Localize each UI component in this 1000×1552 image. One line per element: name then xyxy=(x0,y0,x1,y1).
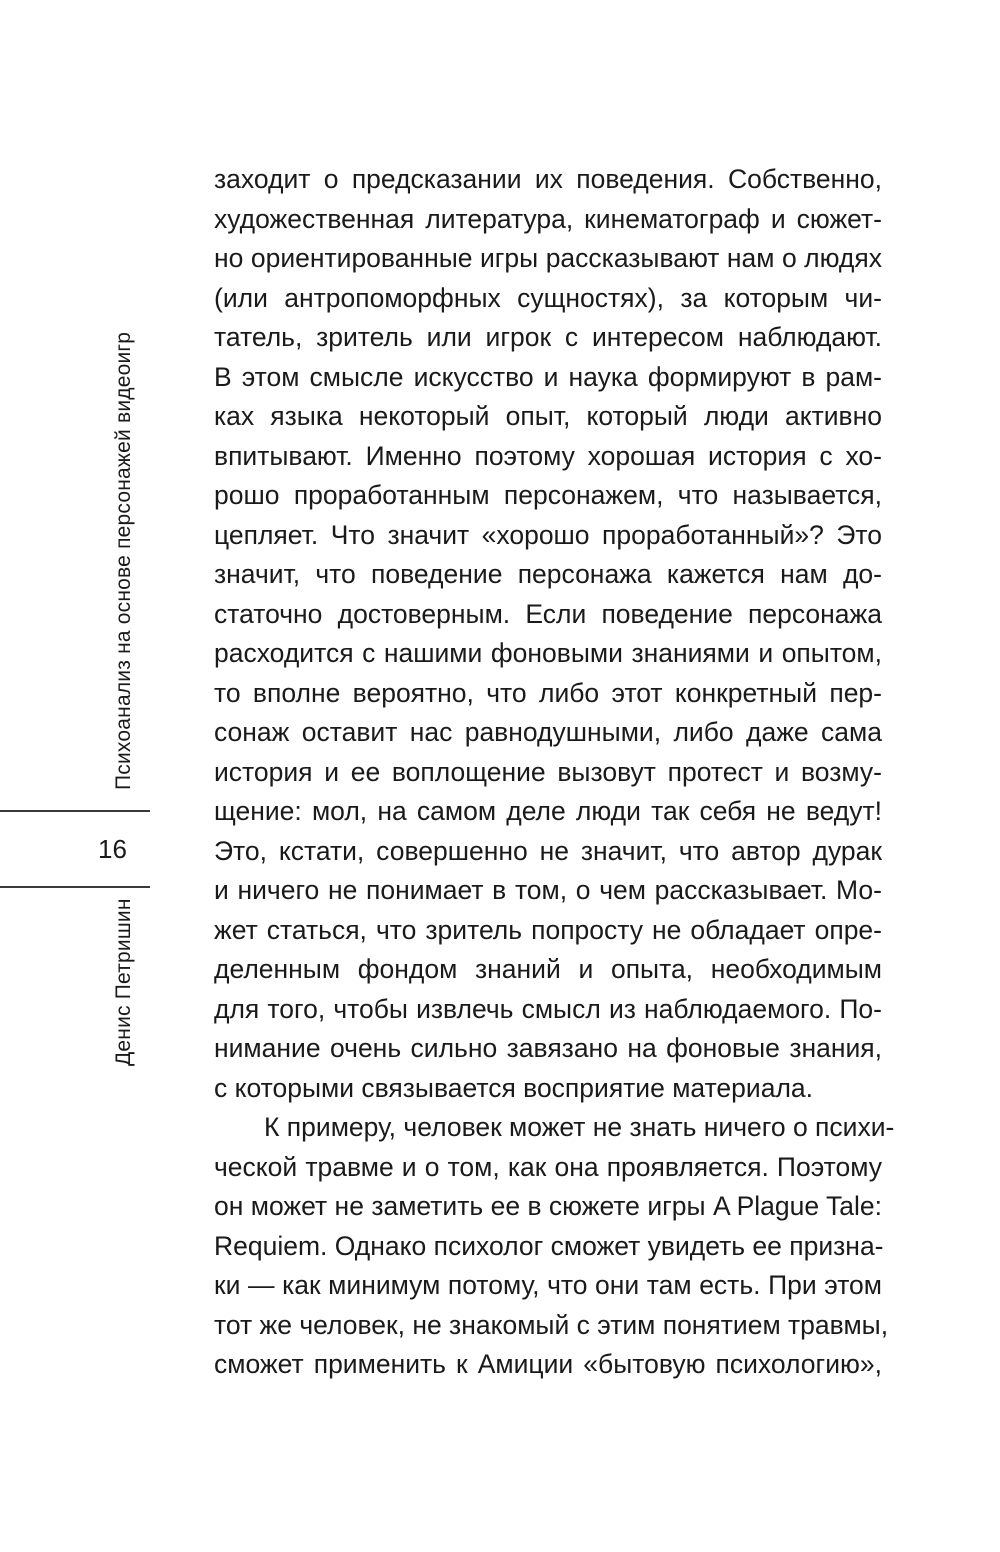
text-line: для того, чтобы извлечь смысл из наблюдаемого. По- xyxy=(214,993,882,1024)
page-number: 16 xyxy=(98,834,127,864)
text-line: сможет применить к Амиции «бытовую психологию», xyxy=(214,1349,882,1379)
text-line: но ориентированные игры рассказывают нам о людях xyxy=(214,243,882,273)
text-line: деленным фондом знаний и опыта, необходимым xyxy=(214,954,882,984)
paragraph-last-line: с которыми связывается восприятие материала. xyxy=(214,1072,814,1103)
paragraph-first-line: К примеру, человек может не знать ничего о психи- xyxy=(264,1112,895,1142)
text-line: художественная литература, кинематограф и сюжет- xyxy=(214,203,882,234)
text-line: цепляет. Что значит «хорошо проработанный»? Это xyxy=(214,519,882,550)
author-running-head: Денис Петришин xyxy=(112,898,135,1066)
bottom-divider-rule xyxy=(0,886,150,888)
text-line: сонаж оставит нас равнодушными, либо даже сама xyxy=(214,717,882,747)
text-line: значит, что поведение персонажа кажется нам до- xyxy=(214,559,882,589)
text-line: рошо проработанным персонажем, что называется, xyxy=(214,480,882,510)
text-line: впитывают. Именно поэтому хорошая история с хо- xyxy=(214,440,882,471)
text-line: щение: мол, на самом деле люди так себя не ведут! xyxy=(214,796,882,826)
text-line: он может не заметить ее в сюжете игры A Plague Tale: xyxy=(214,1191,882,1221)
text-line: Requiem. Однако психолог сможет увидеть ее призна- xyxy=(214,1230,884,1261)
text-line: ках языка некоторый опыт, который люди активно xyxy=(214,401,882,431)
text-line: ки — как минимум потому, что они там есть. При этом xyxy=(214,1270,882,1300)
text-line: статочно достоверным. Если поведение персонажа xyxy=(214,598,882,629)
text-line: жет статься, что зритель попросту не обладает опре- xyxy=(214,914,882,945)
text-line: В этом смысле искусство и наука формируют в рам- xyxy=(214,361,882,392)
text-line: нимание очень сильно завязано на фоновые знания, xyxy=(214,1033,882,1063)
text-line: расходится с нашими фоновыми знаниями и опытом, xyxy=(214,638,882,668)
text-line: то вполне вероятно, что либо этот конкретный пер- xyxy=(214,677,882,708)
book-title-running-head: Психоанализ на основе персонажей видеоигр xyxy=(112,331,135,790)
text-line: Это, кстати, совершенно не значит, что автор дурак xyxy=(214,835,882,866)
text-line: татель, зритель или игрок с интересом наблюдают. xyxy=(214,322,882,352)
text-line: заходит о предсказании их поведения. Собственно, xyxy=(214,164,882,194)
body-text xyxy=(214,160,895,1385)
text-line: (или антропоморфных сущностях), за которым чи- xyxy=(214,282,882,313)
text-line: и ничего не понимает в том, о чем рассказывает. Мо- xyxy=(214,875,882,905)
top-divider-rule xyxy=(0,810,150,812)
text-line: тот же человек, не знакомый с этим понятием травмы, xyxy=(214,1309,889,1340)
text-line: ческой травме и о том, как она проявляется. Поэтому xyxy=(214,1151,882,1182)
text-line: история и ее воплощение вызовут протест и возму- xyxy=(214,756,882,787)
